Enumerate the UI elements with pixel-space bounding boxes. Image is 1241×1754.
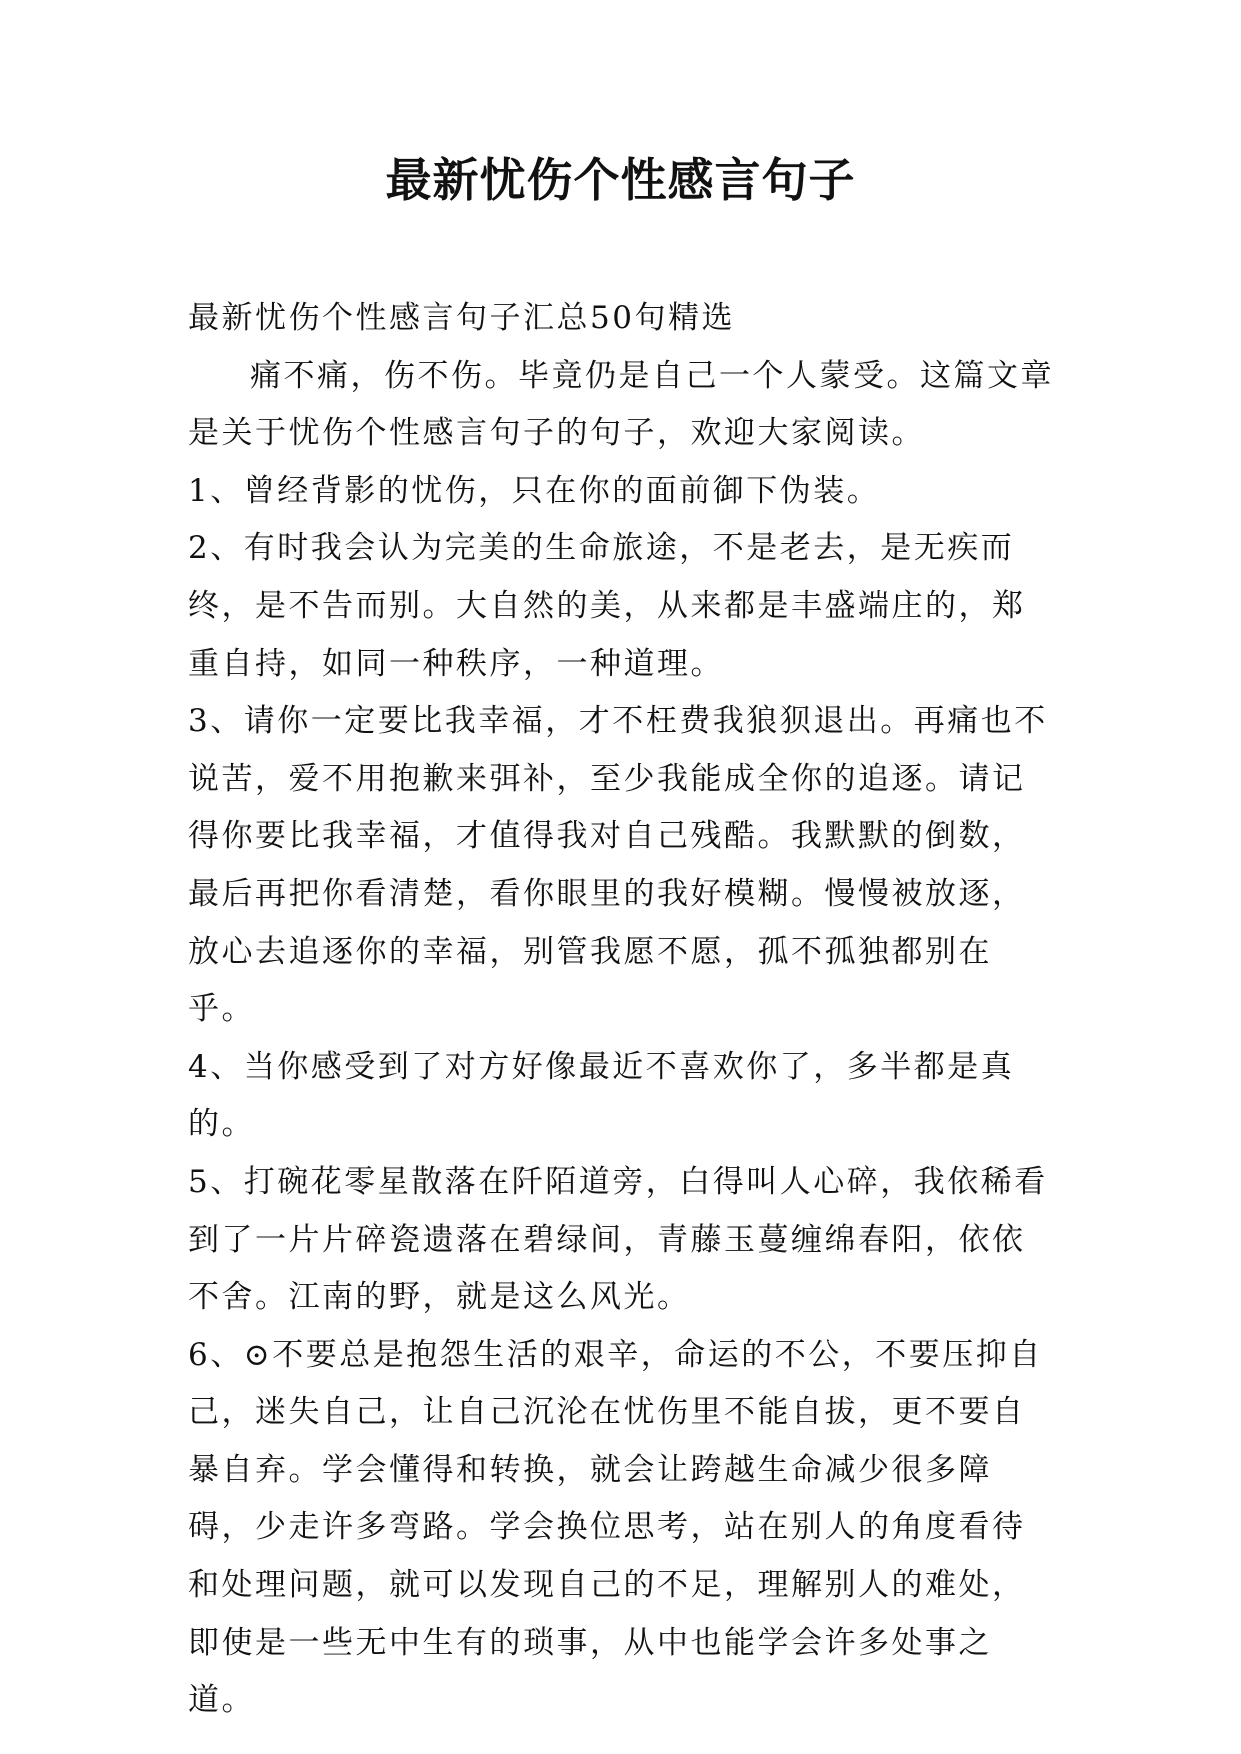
quote-item-6: 6、⊙不要总是抱怨生活的艰辛，命运的不公，不要压抑自己，迷失自己，让自己沉沦在忧伤里不能自拔，更不要自暴自弃。学会懂得和转换，就会让跨越生命减少很多障碍，少走许多弯路。学会换位思考，站在别人的角度看待和处理问题，就可以发现自己的不足，理解别人的难处，即使是一些无中生有的琐事，从中也能学会许多处事之道。 <box>188 1336 1043 1719</box>
document-title: 最新忧伤个性感言句子 <box>385 153 856 207</box>
quote-item-1: 1、曾经背影的忧伤，只在你的面前御下伪装。 <box>188 472 881 509</box>
document-subtitle: 最新忧伤个性感言句子汇总50句精选 <box>188 300 735 336</box>
quote-item-5: 5、打碗花零星散落在阡陌道旁，白得叫人心碎，我依稀看到了一片片碎瓷遗落在碧绿间，青藤玉蔓缠绵春阳，依依不舍。江南的野，就是这么风光。 <box>188 1163 1048 1316</box>
quote-item-4: 4、当你感受到了对方好像最近不喜欢你了，多半都是真的。 <box>188 1048 1015 1143</box>
intro-paragraph: 痛不痛，伤不伤。毕竟仍是自己一个人蒙受。这篇文章是关于忧伤个性感言句子的句子，欢迎大家阅读。 <box>188 357 1054 452</box>
quote-item-3: 3、请你一定要比我幸福，才不枉费我狼狈退出。再痛也不说苦，爱不用抱歉来弭补，至少我能成全你的追逐。请记得你要比我幸福，才值得我对自己残酷。我默默的倒数，最后再把你看清楚，看你眼里的我好模糊。慢慢被放逐，放心去追逐你的幸福，别管我愿不愿，孤不孤独都别在乎。 <box>188 703 1048 1028</box>
document-body <box>188 290 1058 1730</box>
quote-item-2: 2、有时我会认为完美的生命旅途，不是老去，是无疾而终，是不告而别。大自然的美，从来都是丰盛端庄的，郑重自持，如同一种秩序，一种道理。 <box>188 530 1026 682</box>
